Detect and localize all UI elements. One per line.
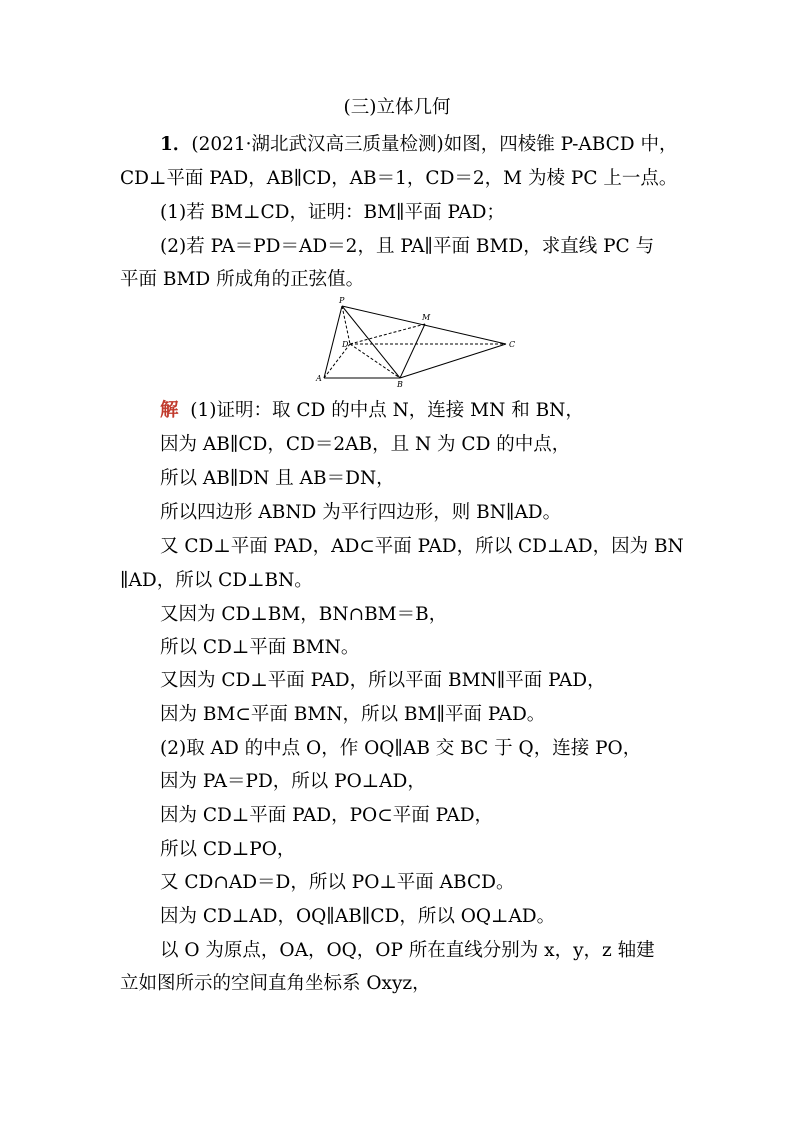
edge-PB <box>342 306 400 378</box>
label-B: B <box>397 380 403 388</box>
label-A: A <box>316 374 322 383</box>
solution-line: 因为 AB∥CD，CD＝2AB，且 N 为 CD 的中点， <box>160 434 571 455</box>
solution-line: 以 O 为原点，OA，OQ，OP 所在直线分别为 x，y，z 轴建 <box>160 940 655 961</box>
label-P: P <box>339 296 345 305</box>
solution-line: 因为 BM⊂平面 BMN，所以 BM∥平面 PAD。 <box>160 704 546 725</box>
problem-part-2a: (2)若 PA＝PD＝AD＝2，且 PA∥平面 BMD，求直线 PC 与 <box>160 236 655 257</box>
edge-DM <box>350 324 425 344</box>
solution-line: (2)取 AD 的中点 O，作 OQ∥AB 交 BC 于 Q，连接 PO， <box>160 738 642 759</box>
label-C: C <box>509 340 516 349</box>
solution-marker: 解 <box>160 400 179 421</box>
solution-line: 所以四边形 ABND 为平行四边形，则 BN∥AD。 <box>160 502 562 523</box>
label-D: D <box>342 340 349 349</box>
edge-DB <box>350 344 400 378</box>
solution-line: 所以 AB∥DN 且 AB＝DN， <box>160 468 395 489</box>
problem-part-2b: 平面 BMD 所成角的正弦值。 <box>120 269 365 290</box>
problem-line-1 <box>160 133 680 157</box>
solution-text-0: (1)证明：取 CD 的中点 N，连接 MN 和 BN， <box>190 400 584 421</box>
edge-PA <box>324 306 342 378</box>
problem-part-1: (1)若 BM⊥CD，证明：BM∥平面 PAD； <box>160 202 505 223</box>
solution-line: 因为 CD⊥平面 PAD，PO⊂平面 PAD， <box>160 805 494 826</box>
problem-line-2: CD⊥平面 PAD，AB∥CD，AB＝1，CD＝2，M 为棱 PC 上一点。 <box>120 168 678 189</box>
problem-text-1: 如图，四棱锥 P-ABCD 中， <box>443 134 678 155</box>
solution-line: 又 CD∩AD＝D，所以 PO⊥平面 ABCD。 <box>160 872 515 893</box>
solution-line: 立如图所示的空间直角坐标系 Oxyz， <box>120 973 431 994</box>
solution-line: 又 CD⊥平面 PAD，AD⊂平面 PAD，所以 CD⊥AD，因为 BN <box>160 536 684 557</box>
solution-line: 所以 CD⊥PO， <box>160 839 296 860</box>
solution-line: 因为 PA＝PD，所以 PO⊥AD， <box>160 771 426 792</box>
solution-line: 所以 CD⊥平面 BMN。 <box>160 637 360 658</box>
problem-number: 1． <box>160 134 192 155</box>
solution-line: 又因为 CD⊥平面 PAD，所以平面 BMN∥平面 PAD， <box>160 670 606 691</box>
solution-line: ∥AD，所以 CD⊥BN。 <box>120 570 313 591</box>
problem-source: (2021·湖北武汉高三质量检测) <box>191 134 444 155</box>
edge-MB <box>400 324 425 378</box>
solution-line: 又因为 CD⊥BM，BN∩BM＝B， <box>160 604 448 625</box>
solution-line: 因为 CD⊥AD，OQ∥AB∥CD，所以 OQ⊥AD。 <box>160 906 556 927</box>
section-title: (三)立体几何 <box>343 97 451 118</box>
edge-BC <box>400 344 506 378</box>
label-M: M <box>422 313 431 322</box>
solution-line-1 <box>160 399 680 423</box>
pyramid-figure <box>312 296 528 388</box>
